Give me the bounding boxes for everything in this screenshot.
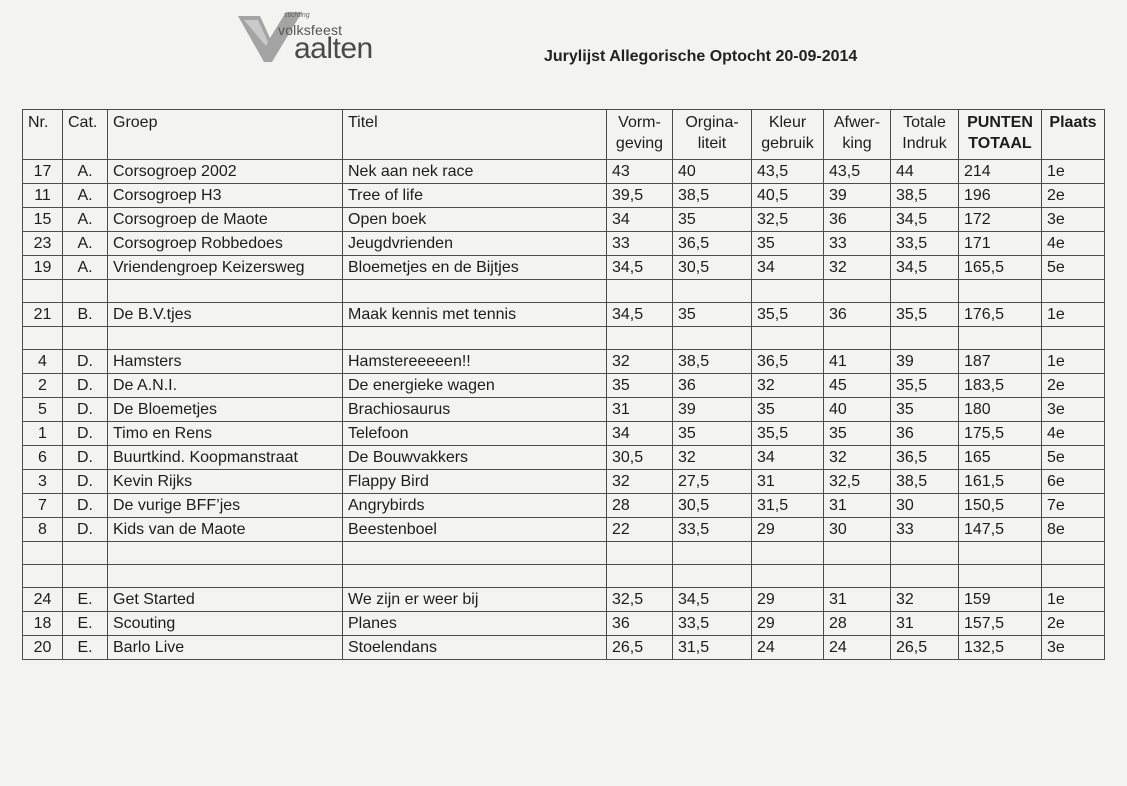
cell-originaliteit: 38,5 (673, 184, 752, 208)
cell-titel: De Bouwvakkers (343, 446, 607, 470)
cell-originaliteit (673, 565, 752, 588)
cell-originaliteit: 35 (673, 303, 752, 327)
cell-originaliteit: 35 (673, 208, 752, 232)
table-row (23, 184, 1105, 208)
cell-totale-indruk: 26,5 (891, 636, 959, 660)
cell-kleurgebruik: 34 (752, 256, 824, 280)
cell-titel: Jeugdvrienden (343, 232, 607, 256)
cell-originaliteit: 30,5 (673, 494, 752, 518)
cell-originaliteit: 35 (673, 422, 752, 446)
cell-punten-totaal (959, 327, 1042, 350)
cell-nr (23, 327, 63, 350)
cell-afwerking: 33 (824, 232, 891, 256)
header-punten-totaal: PUNTEN TOTAAL (959, 110, 1042, 160)
cell-afwerking: 40 (824, 398, 891, 422)
cell-kleurgebruik: 24 (752, 636, 824, 660)
cell-titel: Beestenboel (343, 518, 607, 542)
cell-groep: Corsogroep 2002 (108, 160, 343, 184)
cell-originaliteit (673, 542, 752, 565)
cell-cat: D. (63, 446, 108, 470)
cell-vormgeving: 30,5 (607, 446, 673, 470)
cell-punten-totaal: 150,5 (959, 494, 1042, 518)
cell-kleurgebruik: 29 (752, 588, 824, 612)
table-row (23, 303, 1105, 327)
cell-plaats (1042, 565, 1105, 588)
header-groep: Groep (108, 110, 343, 160)
cell-vormgeving (607, 542, 673, 565)
cell-titel: Stoelendans (343, 636, 607, 660)
cell-originaliteit: 40 (673, 160, 752, 184)
cell-totale-indruk: 39 (891, 350, 959, 374)
cell-kleurgebruik (752, 280, 824, 303)
cell-titel: Open boek (343, 208, 607, 232)
cell-nr: 2 (23, 374, 63, 398)
cell-totale-indruk: 36,5 (891, 446, 959, 470)
cell-vormgeving: 34 (607, 422, 673, 446)
cell-originaliteit (673, 280, 752, 303)
cell-vormgeving: 36 (607, 612, 673, 636)
cell-cat: E. (63, 588, 108, 612)
document-title: Jurylijst Allegorische Optocht 20-09-2014 (544, 48, 858, 65)
cell-kleurgebruik: 31 (752, 470, 824, 494)
cell-totale-indruk: 35,5 (891, 374, 959, 398)
cell-totale-indruk: 38,5 (891, 470, 959, 494)
cell-plaats: 4e (1042, 232, 1105, 256)
cell-totale-indruk: 38,5 (891, 184, 959, 208)
cell-punten-totaal: 132,5 (959, 636, 1042, 660)
cell-vormgeving: 34,5 (607, 256, 673, 280)
cell-originaliteit: 38,5 (673, 350, 752, 374)
cell-punten-totaal: 176,5 (959, 303, 1042, 327)
cell-nr: 4 (23, 350, 63, 374)
cell-vormgeving: 28 (607, 494, 673, 518)
cell-originaliteit: 33,5 (673, 518, 752, 542)
cell-kleurgebruik: 35 (752, 398, 824, 422)
cell-vormgeving (607, 280, 673, 303)
cell-afwerking: 24 (824, 636, 891, 660)
cell-cat: A. (63, 256, 108, 280)
cell-groep: Corsogroep H3 (108, 184, 343, 208)
cell-afwerking: 45 (824, 374, 891, 398)
cell-titel: Bloemetjes en de Bijtjes (343, 256, 607, 280)
cell-groep (108, 327, 343, 350)
cell-titel: Hamstereeeeen!! (343, 350, 607, 374)
cell-totale-indruk: 35 (891, 398, 959, 422)
cell-titel: Planes (343, 612, 607, 636)
cell-plaats: 1e (1042, 350, 1105, 374)
table-row (23, 160, 1105, 184)
cell-originaliteit: 36,5 (673, 232, 752, 256)
logo-volksfeest-text: volksfeest (278, 22, 343, 38)
cell-afwerking (824, 565, 891, 588)
cell-nr: 19 (23, 256, 63, 280)
cell-vormgeving (607, 565, 673, 588)
cell-totale-indruk (891, 280, 959, 303)
cell-vormgeving: 32 (607, 470, 673, 494)
table-row (23, 494, 1105, 518)
cell-vormgeving: 35 (607, 374, 673, 398)
cell-punten-totaal: 183,5 (959, 374, 1042, 398)
cell-kleurgebruik: 35 (752, 232, 824, 256)
cell-totale-indruk: 35,5 (891, 303, 959, 327)
cell-groep: De B.V.tjes (108, 303, 343, 327)
cell-punten-totaal: 165,5 (959, 256, 1042, 280)
cell-totale-indruk: 33 (891, 518, 959, 542)
cell-kleurgebruik: 36,5 (752, 350, 824, 374)
cell-punten-totaal: 187 (959, 350, 1042, 374)
cell-groep: Timo en Rens (108, 422, 343, 446)
cell-afwerking (824, 327, 891, 350)
cell-punten-totaal: 175,5 (959, 422, 1042, 446)
cell-plaats: 1e (1042, 588, 1105, 612)
cell-afwerking: 36 (824, 303, 891, 327)
cell-punten-totaal (959, 565, 1042, 588)
cell-nr: 23 (23, 232, 63, 256)
cell-vormgeving: 32,5 (607, 588, 673, 612)
cell-groep (108, 280, 343, 303)
blank-row (23, 542, 1105, 565)
cell-titel: Flappy Bird (343, 470, 607, 494)
blank-row (23, 565, 1105, 588)
cell-kleurgebruik: 32 (752, 374, 824, 398)
cell-totale-indruk: 33,5 (891, 232, 959, 256)
table-row (23, 446, 1105, 470)
table-row (23, 588, 1105, 612)
cell-originaliteit: 39 (673, 398, 752, 422)
cell-kleurgebruik (752, 565, 824, 588)
cell-originaliteit: 30,5 (673, 256, 752, 280)
header-vormgeving: Vorm- geving (607, 110, 673, 160)
cell-cat: D. (63, 350, 108, 374)
cell-groep: Kevin Rijks (108, 470, 343, 494)
cell-nr: 11 (23, 184, 63, 208)
cell-cat: A. (63, 184, 108, 208)
header-nr: Nr. (23, 110, 63, 160)
cell-afwerking: 30 (824, 518, 891, 542)
table-row (23, 518, 1105, 542)
cell-plaats: 1e (1042, 160, 1105, 184)
logo-aalten-text: aalten (294, 32, 373, 65)
cell-kleurgebruik (752, 542, 824, 565)
cell-plaats: 3e (1042, 208, 1105, 232)
table-row (23, 636, 1105, 660)
cell-punten-totaal: 157,5 (959, 612, 1042, 636)
blank-row (23, 280, 1105, 303)
cell-vormgeving: 39,5 (607, 184, 673, 208)
cell-nr (23, 542, 63, 565)
cell-nr: 8 (23, 518, 63, 542)
cell-vormgeving: 33 (607, 232, 673, 256)
cell-originaliteit: 27,5 (673, 470, 752, 494)
cell-plaats: 1e (1042, 303, 1105, 327)
cell-cat: D. (63, 494, 108, 518)
cell-vormgeving: 22 (607, 518, 673, 542)
cell-punten-totaal (959, 280, 1042, 303)
cell-titel: Maak kennis met tennis (343, 303, 607, 327)
cell-groep: Hamsters (108, 350, 343, 374)
cell-plaats (1042, 327, 1105, 350)
cell-totale-indruk: 34,5 (891, 256, 959, 280)
logo-stichting-text: stichting (284, 12, 310, 19)
cell-kleurgebruik: 29 (752, 518, 824, 542)
cell-nr: 6 (23, 446, 63, 470)
cell-afwerking: 31 (824, 588, 891, 612)
cell-nr (23, 565, 63, 588)
cell-plaats: 3e (1042, 636, 1105, 660)
cell-nr: 5 (23, 398, 63, 422)
cell-titel: Nek aan nek race (343, 160, 607, 184)
cell-punten-totaal: 196 (959, 184, 1042, 208)
cell-cat: D. (63, 398, 108, 422)
cell-originaliteit: 31,5 (673, 636, 752, 660)
table-row (23, 422, 1105, 446)
cell-titel: We zijn er weer bij (343, 588, 607, 612)
table-row (23, 374, 1105, 398)
cell-totale-indruk: 34,5 (891, 208, 959, 232)
cell-groep: Get Started (108, 588, 343, 612)
cell-groep: Corsogroep Robbedoes (108, 232, 343, 256)
cell-vormgeving: 34 (607, 208, 673, 232)
cell-nr: 21 (23, 303, 63, 327)
cell-totale-indruk: 31 (891, 612, 959, 636)
cell-nr: 15 (23, 208, 63, 232)
cell-titel: De energieke wagen (343, 374, 607, 398)
cell-titel: Brachiosaurus (343, 398, 607, 422)
cell-afwerking: 32 (824, 446, 891, 470)
cell-nr (23, 280, 63, 303)
cell-vormgeving (607, 327, 673, 350)
cell-groep: Vriendengroep Keizersweg (108, 256, 343, 280)
cell-cat: B. (63, 303, 108, 327)
cell-originaliteit: 34,5 (673, 588, 752, 612)
cell-totale-indruk: 30 (891, 494, 959, 518)
cell-groep: Kids van de Maote (108, 518, 343, 542)
cell-kleurgebruik: 29 (752, 612, 824, 636)
cell-cat: D. (63, 422, 108, 446)
cell-titel: Angrybirds (343, 494, 607, 518)
cell-nr: 18 (23, 612, 63, 636)
cell-plaats: 4e (1042, 422, 1105, 446)
cell-cat (63, 565, 108, 588)
cell-nr: 17 (23, 160, 63, 184)
cell-afwerking: 36 (824, 208, 891, 232)
cell-groep: De Bloemetjes (108, 398, 343, 422)
blank-row (23, 327, 1105, 350)
cell-cat: A. (63, 160, 108, 184)
cell-plaats: 7e (1042, 494, 1105, 518)
cell-cat: D. (63, 374, 108, 398)
cell-punten-totaal: 165 (959, 446, 1042, 470)
cell-plaats: 2e (1042, 612, 1105, 636)
table-row (23, 350, 1105, 374)
cell-plaats: 5e (1042, 256, 1105, 280)
cell-cat: D. (63, 470, 108, 494)
table-row (23, 256, 1105, 280)
cell-groep: Corsogroep de Maote (108, 208, 343, 232)
cell-groep (108, 542, 343, 565)
volksfeest-aalten-logo (236, 10, 386, 64)
cell-afwerking: 28 (824, 612, 891, 636)
cell-plaats: 2e (1042, 374, 1105, 398)
cell-punten-totaal: 147,5 (959, 518, 1042, 542)
table-row (23, 470, 1105, 494)
cell-totale-indruk (891, 542, 959, 565)
cell-plaats: 8e (1042, 518, 1105, 542)
cell-kleurgebruik: 32,5 (752, 208, 824, 232)
cell-totale-indruk (891, 327, 959, 350)
cell-originaliteit: 36 (673, 374, 752, 398)
cell-afwerking: 41 (824, 350, 891, 374)
cell-vormgeving: 31 (607, 398, 673, 422)
cell-plaats: 2e (1042, 184, 1105, 208)
cell-groep: Barlo Live (108, 636, 343, 660)
cell-kleurgebruik (752, 327, 824, 350)
cell-afwerking: 31 (824, 494, 891, 518)
header-totale-indruk: Totale Indruk (891, 110, 959, 160)
cell-afwerking: 43,5 (824, 160, 891, 184)
cell-afwerking: 32 (824, 256, 891, 280)
header-kleurgebruik: Kleur gebruik (752, 110, 824, 160)
cell-kleurgebruik: 34 (752, 446, 824, 470)
header-plaats: Plaats (1042, 110, 1105, 160)
cell-plaats: 6e (1042, 470, 1105, 494)
cell-originaliteit: 32 (673, 446, 752, 470)
cell-totale-indruk: 44 (891, 160, 959, 184)
cell-afwerking (824, 542, 891, 565)
table-row (23, 612, 1105, 636)
cell-punten-totaal: 172 (959, 208, 1042, 232)
cell-totale-indruk: 36 (891, 422, 959, 446)
cell-kleurgebruik: 43,5 (752, 160, 824, 184)
cell-cat (63, 327, 108, 350)
table-row (23, 232, 1105, 256)
header-cat: Cat. (63, 110, 108, 160)
cell-plaats: 5e (1042, 446, 1105, 470)
cell-nr: 3 (23, 470, 63, 494)
cell-kleurgebruik: 31,5 (752, 494, 824, 518)
table-body (23, 160, 1105, 660)
cell-cat (63, 280, 108, 303)
cell-cat: D. (63, 518, 108, 542)
cell-nr: 1 (23, 422, 63, 446)
cell-afwerking: 32,5 (824, 470, 891, 494)
cell-totale-indruk (891, 565, 959, 588)
cell-punten-totaal: 180 (959, 398, 1042, 422)
cell-totale-indruk: 32 (891, 588, 959, 612)
cell-punten-totaal: 159 (959, 588, 1042, 612)
cell-nr: 24 (23, 588, 63, 612)
cell-nr: 20 (23, 636, 63, 660)
cell-kleurgebruik: 35,5 (752, 303, 824, 327)
cell-punten-totaal (959, 542, 1042, 565)
cell-titel: Tree of life (343, 184, 607, 208)
cell-cat: E. (63, 612, 108, 636)
cell-kleurgebruik: 40,5 (752, 184, 824, 208)
cell-groep: Buurtkind. Koopmanstraat (108, 446, 343, 470)
cell-afwerking: 39 (824, 184, 891, 208)
cell-punten-totaal: 171 (959, 232, 1042, 256)
cell-cat: A. (63, 232, 108, 256)
cell-cat: E. (63, 636, 108, 660)
cell-cat (63, 542, 108, 565)
cell-groep: Scouting (108, 612, 343, 636)
cell-titel (343, 327, 607, 350)
cell-titel (343, 542, 607, 565)
header-row (23, 110, 1105, 160)
cell-titel: Telefoon (343, 422, 607, 446)
cell-kleurgebruik: 35,5 (752, 422, 824, 446)
cell-afwerking: 35 (824, 422, 891, 446)
cell-punten-totaal: 161,5 (959, 470, 1042, 494)
cell-plaats (1042, 542, 1105, 565)
cell-nr: 7 (23, 494, 63, 518)
cell-titel (343, 565, 607, 588)
table-row (23, 208, 1105, 232)
cell-vormgeving: 26,5 (607, 636, 673, 660)
table-row (23, 398, 1105, 422)
cell-originaliteit (673, 327, 752, 350)
cell-vormgeving: 34,5 (607, 303, 673, 327)
cell-punten-totaal: 214 (959, 160, 1042, 184)
cell-plaats (1042, 280, 1105, 303)
cell-plaats: 3e (1042, 398, 1105, 422)
header-titel: Titel (343, 110, 607, 160)
cell-originaliteit: 33,5 (673, 612, 752, 636)
cell-groep: De A.N.I. (108, 374, 343, 398)
jury-table (22, 109, 1105, 660)
cell-vormgeving: 43 (607, 160, 673, 184)
cell-cat: A. (63, 208, 108, 232)
cell-groep: De vurige BFF’jes (108, 494, 343, 518)
cell-groep (108, 565, 343, 588)
header-afwerking: Afwer- king (824, 110, 891, 160)
cell-vormgeving: 32 (607, 350, 673, 374)
cell-titel (343, 280, 607, 303)
cell-afwerking (824, 280, 891, 303)
header-originaliteit: Orgina- liteit (673, 110, 752, 160)
